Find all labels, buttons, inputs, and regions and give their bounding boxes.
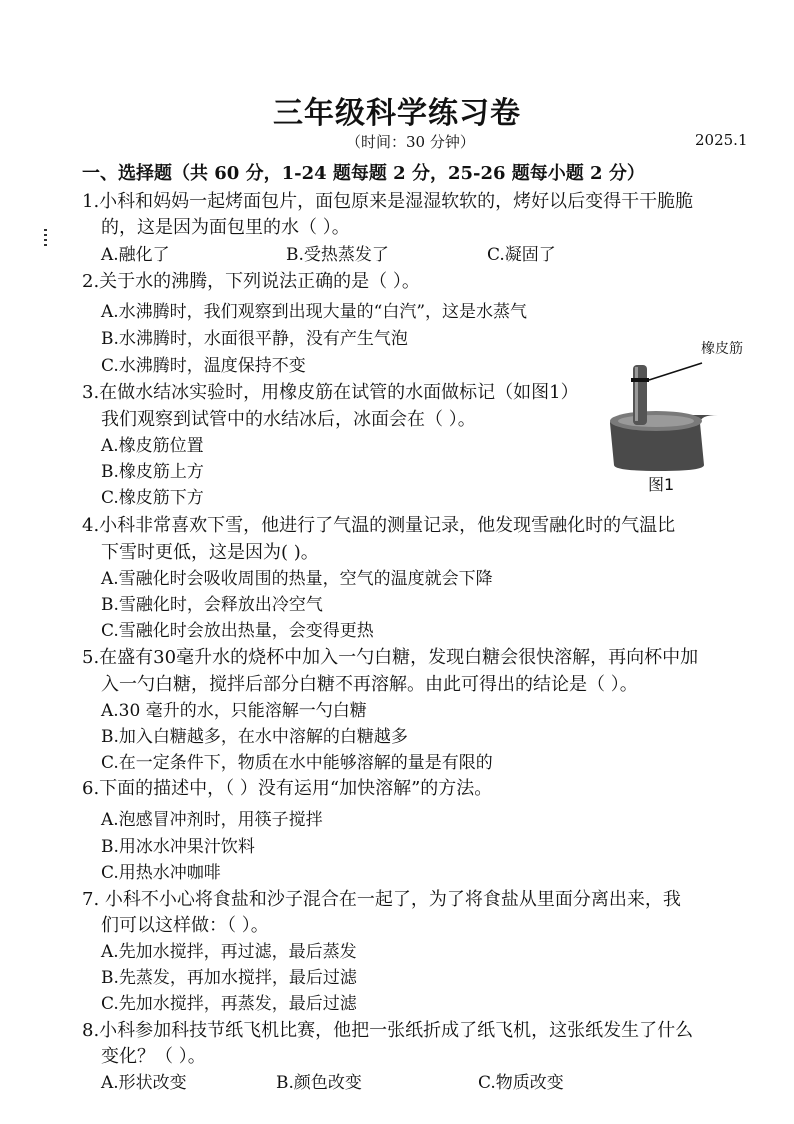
question-4-option-b: B.雪融化时，会释放出冷空气 bbox=[101, 595, 323, 615]
question-4-option-c: C.雪融化时会放出热量，会变得更热 bbox=[101, 621, 374, 641]
question-3-line-1: 3.在做水结冰实验时，用橡皮筋在试管的水面做标记（如图1） bbox=[82, 382, 579, 403]
question-3-option-c: C.橡皮筋下方 bbox=[101, 488, 204, 508]
question-1-line-2: 的，这是因为面包里的水（ ）。 bbox=[101, 217, 350, 238]
page-title: 三年级科学练习卷 bbox=[273, 96, 521, 131]
question-2-option-b: B.水沸腾时，水面很平静，没有产生气泡 bbox=[101, 329, 408, 349]
question-7-option-c: C.先加水搅拌，再蒸发，最后过滤 bbox=[101, 994, 357, 1014]
figure-1-caption: 图1 bbox=[648, 475, 675, 494]
rubber-band-pointer bbox=[649, 363, 702, 380]
question-6-option-c: C.用热水冲咖啡 bbox=[101, 863, 221, 883]
question-5-option-c: C.在一定条件下，物质在水中能够溶解的量是有限的 bbox=[101, 753, 493, 773]
rubber-band-label: 橡皮筋 bbox=[701, 341, 743, 357]
question-8-option-b: B.颜色改变 bbox=[276, 1073, 362, 1093]
question-7-option-b: B.先蒸发，再加水搅拌，最后过滤 bbox=[101, 968, 357, 988]
time-note: （时间：30 分钟） bbox=[346, 133, 475, 151]
question-6-line-1: 6.下面的描述中，（ ）没有运用“加快溶解”的方法。 bbox=[82, 778, 493, 799]
question-6-option-b: B.用冰水冲果汁饮料 bbox=[101, 837, 255, 857]
rubber-band-mark bbox=[631, 378, 649, 382]
question-5-option-b: B.加入白糖越多，在水中溶解的白糖越多 bbox=[101, 727, 408, 747]
question-1-line-1: 1.小科和妈妈一起烤面包片，面包原来是湿湿软软的，烤好以后变得干干脆脆 bbox=[82, 191, 694, 212]
question-7-line-1: 7. 小科不小心将食盐和沙子混合在一起了，为了将食盐从里面分离出来，我 bbox=[82, 889, 681, 910]
question-2-line-1: 2.关于水的沸腾，下列说法正确的是（ ）。 bbox=[82, 271, 420, 292]
exam-date: 2025.1 bbox=[695, 131, 748, 149]
binding-margin-dots bbox=[44, 229, 47, 246]
question-4-option-a: A.雪融化时会吸收周围的热量，空气的温度就会下降 bbox=[101, 569, 493, 589]
section-heading: 一、选择题（共 60 分，1-24 题每题 2 分，25-26 题每小题 2 分） bbox=[82, 163, 645, 184]
question-1-option-b: B.受热蒸发了 bbox=[286, 245, 389, 265]
question-3-option-a: A.橡皮筋位置 bbox=[101, 436, 204, 456]
question-2-option-a: A.水沸腾时，我们观察到出现大量的“白汽”，这是水蒸气 bbox=[101, 302, 528, 322]
figure-1-test-tube-ice-bath bbox=[600, 355, 790, 495]
question-5-option-a: A.30 毫升的水，只能溶解一勺白糖 bbox=[101, 701, 367, 721]
question-3-line-2: 我们观察到试管中的水结冰后，冰面会在（ ）。 bbox=[101, 409, 476, 430]
question-8-option-c: C.物质改变 bbox=[478, 1073, 564, 1093]
question-3-option-b: B.橡皮筋上方 bbox=[101, 462, 204, 482]
question-5-line-1: 5.在盛有30毫升水的烧杯中加入一勺白糖，发现白糖会很快溶解，再向杯中加 bbox=[82, 647, 699, 668]
question-1-option-a: A.融化了 bbox=[101, 245, 170, 265]
question-6-option-a: A.泡感冒冲剂时，用筷子搅拌 bbox=[101, 810, 323, 830]
question-4-line-1: 4.小科非常喜欢下雪，他进行了气温的测量记录，他发现雪融化时的气温比 bbox=[82, 515, 676, 536]
question-5-line-2: 入一勺白糖，搅拌后部分白糖不再溶解。由此可得出的结论是（ ）。 bbox=[101, 674, 638, 695]
question-4-line-2: 下雪时更低，这是因为( )。 bbox=[101, 542, 319, 563]
question-8-option-a: A.形状改变 bbox=[101, 1073, 187, 1093]
question-8-line-1: 8.小科参加科技节纸飞机比赛，他把一张纸折成了纸飞机，这张纸发生了什么 bbox=[82, 1020, 694, 1041]
question-7-line-2: 们可以这样做：（ ）。 bbox=[101, 915, 269, 936]
question-2-option-c: C.水沸腾时，温度保持不变 bbox=[101, 356, 306, 376]
question-7-option-a: A.先加水搅拌，再过滤，最后蒸发 bbox=[101, 942, 357, 962]
question-1-option-c: C.凝固了 bbox=[487, 245, 556, 265]
question-8-line-2: 变化？（ ）。 bbox=[101, 1046, 206, 1067]
